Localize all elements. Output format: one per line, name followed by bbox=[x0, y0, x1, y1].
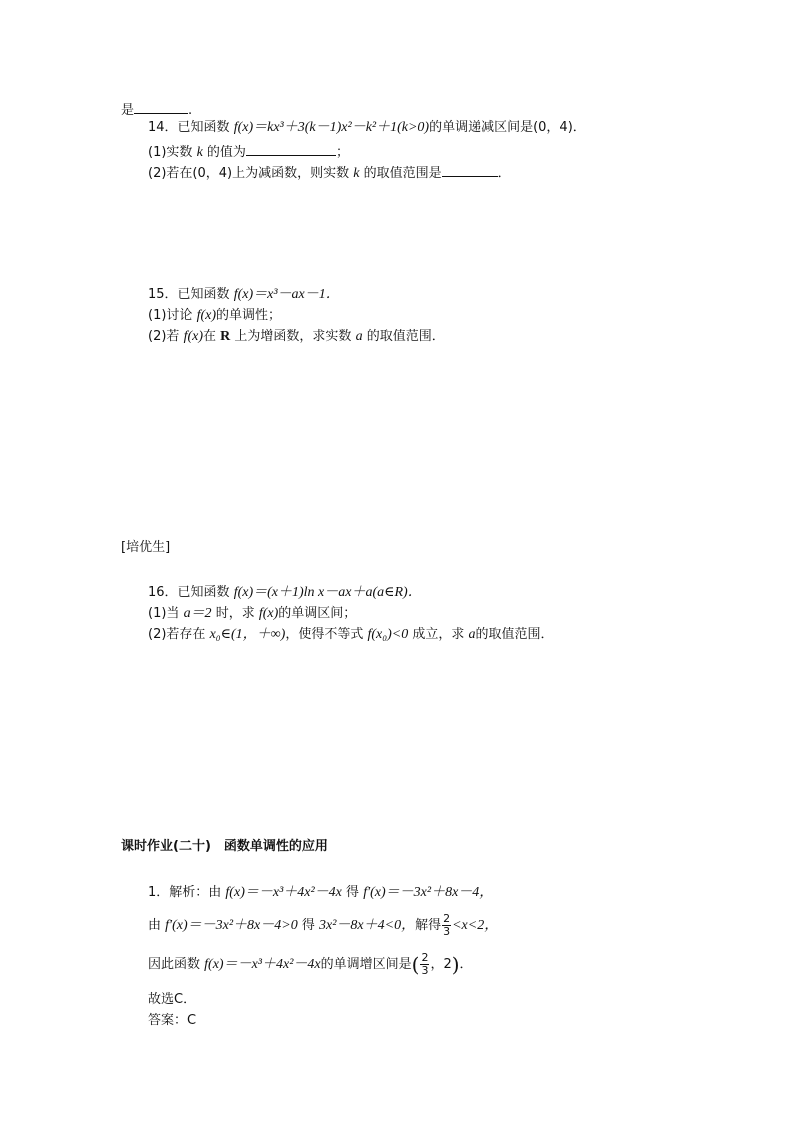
answer-blank[interactable] bbox=[246, 141, 336, 156]
a1-l1-expr: f(x)＝－x³＋4x²－4x bbox=[225, 885, 342, 900]
a1-l2-ineq: f′(x)＝－3x²＋8x－4>0 bbox=[165, 918, 298, 933]
q16-p2-ineq: f(x₀)<0 bbox=[367, 627, 409, 642]
section-label bbox=[121, 539, 170, 557]
q14-part2 bbox=[148, 162, 511, 183]
q16-part1 bbox=[148, 605, 356, 623]
a1-l2-solve: 解得 bbox=[415, 918, 442, 933]
q15-part2 bbox=[148, 328, 445, 346]
q13-tail-text: 是 bbox=[121, 103, 135, 118]
frac-den: 3 bbox=[421, 964, 429, 977]
q14-p1-var: k bbox=[196, 145, 203, 160]
q16-p2-pre: (2)若存在 bbox=[148, 627, 206, 642]
q15-p2-mid: 在 bbox=[203, 329, 217, 344]
answer1-line3: 因此函数 f(x)＝－x³＋4x²－4x的单调增区间是( $\frac{2}{3}$ ，2)． bbox=[148, 951, 473, 977]
q14-stem-rest: 的单调递减区间是(0，4)． bbox=[429, 120, 586, 135]
q15-p2-post: 上为增函数，求实数 bbox=[234, 329, 352, 344]
frac-num: 2 bbox=[421, 951, 429, 964]
answers-title-text: 课时作业(二十) 函数单调性的应用 bbox=[121, 839, 328, 854]
frac-den: 3 bbox=[443, 925, 451, 938]
answer1-line4 bbox=[148, 991, 196, 1009]
q16-p2-var: a bbox=[468, 627, 476, 642]
a1-l2-mid: 得 bbox=[301, 918, 315, 933]
a1-l3-expr: f(x)＝－x³＋4x²－4x bbox=[204, 957, 321, 972]
q15-p1-expr: f(x) bbox=[196, 308, 216, 323]
close-paren-icon: ) bbox=[451, 952, 460, 977]
q16-stem-expr: f(x)＝(x＋1)ln x－ax＋a(a∈R)． bbox=[233, 585, 422, 600]
a1-l1-mid: 得 bbox=[346, 885, 360, 900]
q14-p1-pre: (1)实数 bbox=[148, 145, 193, 160]
fraction-two-thirds bbox=[420, 952, 429, 977]
q14-p2-var: k bbox=[353, 166, 360, 181]
q15-part1 bbox=[148, 307, 281, 325]
q14-p1-end: ； bbox=[335, 145, 349, 160]
a1-l1-pre: 1．解析：由 bbox=[148, 885, 222, 900]
q14-p2-end: ． bbox=[497, 166, 511, 181]
q16-p1-mid: 时，求 bbox=[215, 606, 255, 621]
q16-p2-end: 的取值范围． bbox=[475, 627, 554, 642]
a1-answer: 答案：C bbox=[148, 1013, 197, 1028]
q15-stem bbox=[148, 286, 340, 304]
q16-p1-expr: f(x) bbox=[258, 606, 279, 621]
a1-l3-pre: 因此函数 bbox=[148, 957, 201, 972]
q16-stem-pre: 16．已知函数 bbox=[148, 585, 230, 600]
q14-number: 14．已知函数 bbox=[148, 120, 230, 135]
answer-blank[interactable] bbox=[442, 162, 498, 177]
q14-function-name: f bbox=[233, 120, 238, 135]
q16-p1-cond: a＝2 bbox=[183, 606, 212, 621]
a1-l2-tail: <x<2， bbox=[452, 918, 499, 933]
answer1-line2 bbox=[148, 913, 498, 939]
q13-tail-end: . bbox=[188, 103, 193, 118]
q15-p1-pre: (1)讨论 bbox=[148, 308, 193, 323]
q16-stem bbox=[148, 584, 422, 602]
a1-l2-ineq2: 3x²－8x＋4<0， bbox=[319, 918, 416, 933]
a1-l1-deriv: f′(x)＝－3x²＋8x－4， bbox=[363, 885, 494, 900]
q15-p1-post: 的单调性； bbox=[216, 308, 282, 323]
q15-stem-pre: 15．已知函数 bbox=[148, 287, 230, 302]
frac-num: 2 bbox=[443, 912, 451, 925]
q14-p1-post: 的值为 bbox=[206, 145, 246, 160]
answer-blank[interactable] bbox=[134, 99, 188, 114]
q13-tail-line bbox=[121, 99, 192, 120]
q15-p2-var: a bbox=[355, 329, 363, 344]
q16-p1-post: 的单调区间； bbox=[278, 606, 357, 621]
open-paren-icon: ( bbox=[411, 952, 420, 977]
q15-p2-end: 的取值范围． bbox=[366, 329, 445, 344]
a1-choice: 故选C． bbox=[148, 992, 197, 1007]
q14-stem bbox=[148, 119, 586, 137]
q15-stem-expr: f(x)＝x³－ax－1． bbox=[233, 287, 340, 302]
answer1-line1 bbox=[148, 884, 493, 902]
answer1-line5 bbox=[148, 1012, 196, 1030]
q14-p2-post: 的取值范围是 bbox=[363, 166, 442, 181]
answers-title bbox=[121, 838, 328, 856]
q16-p2-x0: x₀∈(1，＋∞) bbox=[209, 627, 286, 642]
q15-p2-expr: f(x) bbox=[183, 329, 203, 344]
a1-l3-tail: ，2 bbox=[430, 957, 452, 972]
q14-expression: (x)＝kx³＋3(k－1)x²－k²＋1(k>0) bbox=[237, 120, 430, 135]
q16-p2-mid: ，使得不等式 bbox=[285, 627, 364, 642]
section-label-text: [培优生] bbox=[121, 540, 171, 555]
q14-p2-pre: (2)若在(0，4)上为减函数，则实数 bbox=[148, 166, 350, 181]
a1-l3-mid: 的单调增区间是 bbox=[320, 957, 412, 972]
q14-part1 bbox=[148, 141, 349, 162]
fraction-two-thirds bbox=[442, 913, 451, 938]
q15-p2-pre: (2)若 bbox=[148, 329, 180, 344]
q16-part2 bbox=[148, 626, 554, 644]
a1-l2-pre: 由 bbox=[148, 918, 162, 933]
q15-p2-real-set: R bbox=[220, 329, 231, 344]
q16-p2-post: 成立，求 bbox=[412, 627, 465, 642]
q16-p1-pre: (1)当 bbox=[148, 606, 180, 621]
